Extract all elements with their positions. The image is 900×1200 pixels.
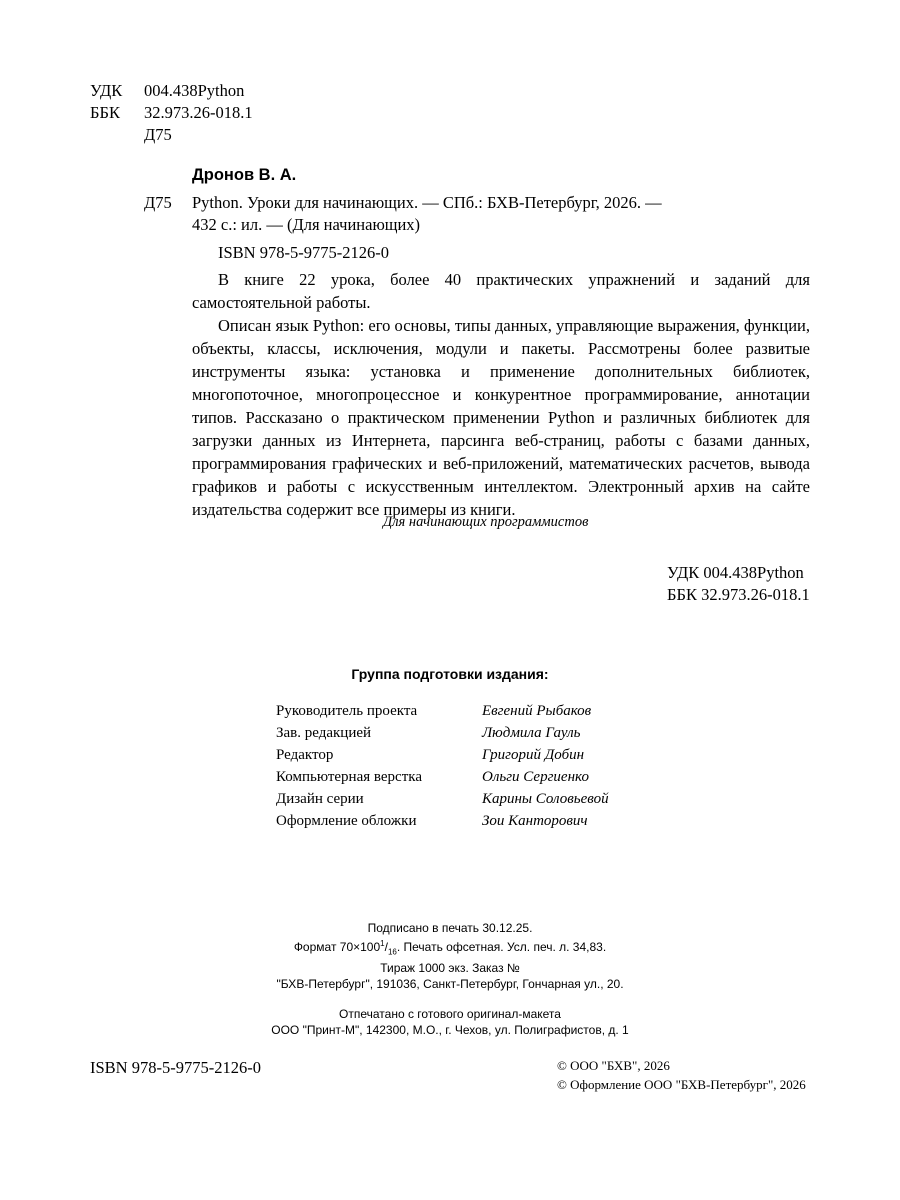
bbk-row (90, 102, 253, 124)
copyright-line-2: © Оформление ООО "БХВ-Петербург", 2026 (557, 1077, 806, 1092)
author-mark: Д75 (144, 125, 172, 144)
imprint-format-prefix: Формат 70×100 (293, 940, 381, 954)
imprint-printer: ООО "Принт-М", 142300, М.О., г. Чехов, ул. Полиграфистов, д. 1 (271, 1023, 629, 1038)
imprint-format: Формат $70\times 100^1/_{16}$. Печать офсетная. Усл. печ. л. 34,83. (293, 939, 607, 957)
bbk-right: ББК 32.973.26-018.1 (667, 585, 810, 604)
annotation-paragraph-2: Описан язык Python: его основы, типы данных, управляющие выражения, функции, объекты, классы, исключения, модули и пакеты. Рассмотрены более развитые инструменты языка: установка и применение дополнительных библиотек, многопоточное, многопроцессное и конкурентное программирование, аннотации типов. Рассказано о практическом применении Python и различных библиотек для загрузки данных из Интернета, парсинга веб-страниц, работы с базами данных, программирования графических и веб-приложений, математических расчетов, вывода графиков и работы с искусственным интеллектом. Электронный архив на сайте издательства содержит все примеры из книги. (192, 316, 810, 519)
team-role: Дизайн серии (276, 791, 364, 807)
bbk-value: 32.973.26-018.1 (144, 103, 253, 122)
annotation (192, 268, 810, 521)
imprint-format-numerator: 1 (380, 939, 385, 948)
audience-label: Для начинающих программистов (383, 514, 589, 530)
bib-line-1: Python. Уроки для начинающих. — СПб.: БХВ-Петербург, 2026. — (192, 193, 662, 212)
team-row (276, 810, 609, 832)
team-row (276, 722, 609, 744)
classification-codes (90, 80, 253, 146)
team-role: Редактор (276, 747, 334, 763)
team-row (276, 788, 609, 810)
imprint (0, 920, 900, 1038)
imprint-print-run: Тираж 1000 экз. Заказ № (380, 961, 520, 976)
copyright-block (557, 1056, 806, 1094)
isbn-top: ISBN 978-5-9775-2126-0 (218, 243, 389, 262)
copyright-line-1: © ООО "БХВ", 2026 (557, 1058, 670, 1073)
bib-line-2: 432 с.: ил. — (Для начинающих) (192, 215, 421, 234)
team-title: Группа подготовки издания: (351, 666, 549, 682)
team-role: Оформление обложки (276, 813, 417, 829)
udk-row (90, 80, 253, 102)
annotation-paragraph-1: В книге 22 урока, более 40 практических упражнений и заданий для самостоятельной работы. (192, 270, 810, 312)
imprint-format-denominator: 16 (387, 947, 397, 957)
team-member-name: Ольги Сергиенко (482, 769, 589, 785)
team-member-name: Карины Соловьевой (482, 791, 609, 807)
udk-label: УДК (90, 81, 123, 100)
classification-right (667, 562, 810, 606)
isbn-bottom: ISBN 978-5-9775-2126-0 (90, 1058, 261, 1077)
team-row (276, 744, 609, 766)
bibliographic-record (192, 192, 792, 236)
bibliography-mark: Д75 (144, 193, 172, 212)
team-member-name: Людмила Гауль (482, 725, 581, 741)
bbk-label: ББК (90, 103, 120, 122)
team-role: Зав. редакцией (276, 725, 372, 741)
imprint-publisher: "БХВ-Петербург", 191036, Санкт-Петербург, Гончарная ул., 20. (276, 977, 624, 992)
imprint-signed: Подписано в печать 30.12.25. (367, 921, 533, 935)
team-row (276, 700, 609, 722)
author-mark-row (90, 124, 253, 146)
team-row (276, 766, 609, 788)
team-member-name: Евгений Рыбаков (482, 703, 592, 719)
team-member-name: Григорий Добин (482, 747, 585, 763)
udk-value: 004.438Python (144, 81, 245, 100)
team-list (276, 700, 609, 832)
imprint-printed-from: Отпечатано с готового оригинал-макета (339, 1007, 561, 1022)
imprint-format-suffix: . Печать офсетная. Усл. печ. л. 34,83. (396, 940, 607, 954)
team-member-name: Зои Канторович (482, 813, 588, 829)
team-role: Компьютерная верстка (276, 769, 422, 785)
team-role: Руководитель проекта (276, 703, 418, 719)
udk-right: УДК 004.438Python (667, 563, 804, 582)
author-name: Дронов В. А. (192, 166, 297, 184)
